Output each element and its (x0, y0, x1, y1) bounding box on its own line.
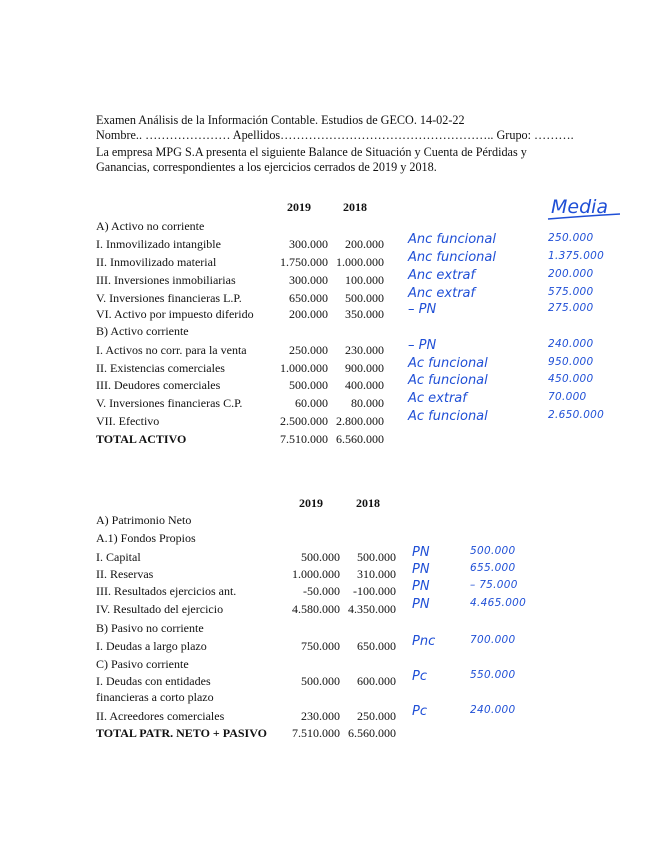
pasivo-value-2018: 250.000 (357, 709, 396, 723)
pasivo-row-label: I. Deudas con entidades (96, 674, 211, 688)
pasivo-row-label: A) Patrimonio Neto (96, 513, 192, 527)
pasivo-handwritten-classification: PN (412, 562, 430, 577)
activo-value-2018: 400.000 (345, 378, 384, 392)
activo-row-label: II. Existencias comerciales (96, 361, 225, 375)
pasivo-handwritten-classification: PN (412, 579, 430, 594)
activo-value-2019: 650.000 (289, 291, 328, 305)
activo-value-2018: 80.000 (351, 396, 384, 410)
activo-handwritten-classification: Anc funcional (408, 232, 496, 247)
statement-intro-line1: La empresa MPG S.A presenta el siguiente Balance de Situación y Cuenta de Pérdidas y (96, 145, 527, 159)
exam-title: Examen Análisis de la Información Contable. Estudios de GECO. 14-02-22 (96, 113, 465, 127)
pasivo-handwritten-media: – 75.000 (470, 579, 518, 591)
pasivo-handwritten-media: 700.000 (470, 634, 516, 646)
activo-row-label: I. Activos no corr. para la venta (96, 343, 247, 357)
activo-value-2019: 1.000.000 (280, 361, 328, 375)
pasivo-value-2018: 600.000 (357, 674, 396, 688)
pasivo-handwritten-classification: Pc (412, 704, 427, 719)
pasivo-col-2018: 2018 (356, 496, 380, 510)
activo-value-2018: 350.000 (345, 307, 384, 321)
activo-col-2019: 2019 (287, 200, 311, 214)
activo-value-2019: 7.510.000 (280, 432, 328, 446)
activo-row-label: V. Inversiones financieras C.P. (96, 396, 243, 410)
pasivo-handwritten-media: 4.465.000 (470, 597, 527, 609)
pasivo-row-label: II. Reservas (96, 567, 154, 581)
activo-value-2018: 230.000 (345, 343, 384, 357)
statement-intro-line2: Ganancias, correspondientes a los ejercicios cerrados de 2019 y 2018. (96, 160, 437, 174)
pasivo-value-2019: 4.580.000 (292, 602, 340, 616)
activo-handwritten-classification: – PN (408, 338, 437, 353)
activo-value-2018: 1.000.000 (336, 255, 384, 269)
pasivo-value-2018: 4.350.000 (348, 602, 396, 616)
pasivo-row-label: TOTAL PATR. NETO + PASIVO (96, 726, 267, 740)
activo-handwritten-media: 240.000 (548, 338, 594, 350)
activo-value-2019: 1.750.000 (280, 255, 328, 269)
activo-handwritten-media: 950.000 (548, 356, 594, 368)
activo-value-2018: 2.800.000 (336, 414, 384, 428)
pasivo-col-2019: 2019 (299, 496, 323, 510)
activo-handwritten-classification: Ac extraf (408, 391, 467, 406)
pasivo-value-2019: 750.000 (301, 639, 340, 653)
activo-handwritten-classification: Anc funcional (408, 250, 496, 265)
pasivo-row-label: II. Acreedores comerciales (96, 709, 225, 723)
pasivo-value-2018: 310.000 (357, 567, 396, 581)
activo-row-label: III. Deudores comerciales (96, 378, 221, 392)
pasivo-row-label: IV. Resultado del ejercicio (96, 602, 224, 616)
pasivo-handwritten-classification: PN (412, 545, 430, 560)
pasivo-row-label: C) Pasivo corriente (96, 657, 189, 671)
activo-handwritten-media: 70.000 (548, 391, 587, 403)
pasivo-value-2018: -100.000 (353, 584, 396, 598)
pasivo-value-2018: 650.000 (357, 639, 396, 653)
activo-value-2018: 6.560.000 (336, 432, 384, 446)
activo-value-2019: 2.500.000 (280, 414, 328, 428)
activo-handwritten-classification: – PN (408, 302, 437, 317)
activo-value-2019: 60.000 (295, 396, 328, 410)
activo-handwritten-media: 575.000 (548, 286, 594, 298)
pasivo-row-label: I. Deudas a largo plazo (96, 639, 207, 653)
pasivo-value-2019: 7.510.000 (292, 726, 340, 740)
pasivo-handwritten-media: 240.000 (470, 704, 516, 716)
pasivo-row-label: B) Pasivo no corriente (96, 621, 204, 635)
activo-value-2018: 100.000 (345, 273, 384, 287)
pasivo-value-2019: 230.000 (301, 709, 340, 723)
pasivo-value-2019: 500.000 (301, 674, 340, 688)
activo-row-label: V. Inversiones financieras L.P. (96, 291, 242, 305)
activo-row-label: II. Inmovilizado material (96, 255, 217, 269)
pasivo-value-2018: 500.000 (357, 550, 396, 564)
activo-handwritten-media: 450.000 (548, 373, 594, 385)
activo-handwritten-media: 275.000 (548, 302, 594, 314)
activo-value-2018: 200.000 (345, 237, 384, 251)
pasivo-handwritten-classification: PN (412, 597, 430, 612)
pasivo-row-label: A.1) Fondos Propios (96, 531, 196, 545)
activo-handwritten-classification: Ac funcional (408, 409, 488, 424)
pasivo-handwritten-classification: Pnc (412, 634, 436, 649)
pasivo-value-2019: 1.000.000 (292, 567, 340, 581)
exam-header (96, 113, 596, 175)
activo-handwritten-media: 200.000 (548, 268, 594, 280)
activo-row-label: A) Activo no corriente (96, 219, 205, 233)
pasivo-handwritten-media: 500.000 (470, 545, 516, 557)
activo-row-label: B) Activo corriente (96, 324, 189, 338)
pasivo-row-label: III. Resultados ejercicios ant. (96, 584, 237, 598)
activo-value-2019: 250.000 (289, 343, 328, 357)
pasivo-handwritten-media: 655.000 (470, 562, 516, 574)
activo-handwritten-media: 1.375.000 (548, 250, 605, 262)
pasivo-value-2018: 6.560.000 (348, 726, 396, 740)
activo-handwritten-media: 2.650.000 (548, 409, 605, 421)
activo-handwritten-classification: Anc extraf (408, 286, 476, 301)
activo-handwritten-classification: Ac funcional (408, 373, 488, 388)
activo-row-label: VI. Activo por impuesto diferido (96, 307, 254, 321)
activo-row-label: III. Inversiones inmobiliarias (96, 273, 236, 287)
activo-value-2019: 500.000 (289, 378, 328, 392)
activo-row-label: VII. Efectivo (96, 414, 160, 428)
activo-row-label: TOTAL ACTIVO (96, 432, 187, 446)
activo-row-label: I. Inmovilizado intangible (96, 237, 221, 251)
activo-col-2018: 2018 (343, 200, 367, 214)
pasivo-handwritten-media: 550.000 (470, 669, 516, 681)
pasivo-value-2019: 500.000 (301, 550, 340, 564)
pasivo-handwritten-classification: Pc (412, 669, 427, 684)
activo-handwritten-media: 250.000 (548, 232, 594, 244)
pasivo-row-label: financieras a corto plazo (96, 690, 214, 704)
pasivo-row-label: I. Capital (96, 550, 141, 564)
student-fields: Nombre.. ………………… Apellidos…………………………………………….. Grupo: ………. (96, 128, 574, 142)
activo-value-2019: 200.000 (289, 307, 328, 321)
activo-value-2019: 300.000 (289, 237, 328, 251)
activo-handwritten-classification: Anc extraf (408, 268, 476, 283)
activo-handwritten-classification: Ac funcional (408, 356, 488, 371)
pasivo-value-2019: -50.000 (303, 584, 340, 598)
media-handwritten-title: Media (551, 196, 609, 218)
activo-value-2019: 300.000 (289, 273, 328, 287)
activo-value-2018: 900.000 (345, 361, 384, 375)
activo-value-2018: 500.000 (345, 291, 384, 305)
